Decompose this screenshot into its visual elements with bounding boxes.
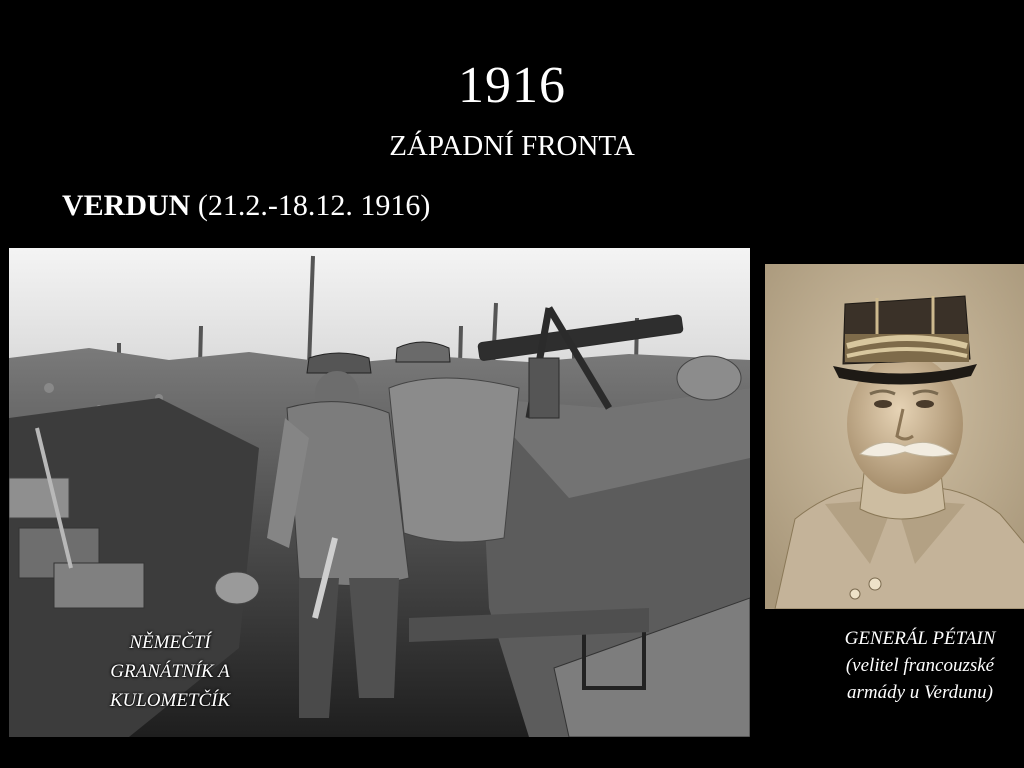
slide-subtitle: ZÁPADNÍ FRONTA [389, 130, 635, 162]
heading-dates: (21.2.-18.12. 1916) [197, 189, 431, 222]
section-heading [62, 186, 430, 226]
portrait-caption-name: GENERÁL PÉTAIN [844, 628, 996, 649]
portrait-photo [765, 264, 1024, 609]
trench-caption-line: KULOMETČÍK [109, 690, 231, 711]
heading-place: VERDUN [62, 189, 191, 222]
slide-year-title: 1916 [458, 57, 566, 114]
portrait-caption-role: (velitel francouzské [845, 655, 995, 676]
trench-caption-line: GRANÁTNÍK A [110, 661, 230, 682]
portrait-caption-place: armády u Verdunu) [847, 682, 993, 703]
portrait-photo-illustration [765, 264, 1024, 609]
trench-photo-caption [68, 628, 272, 715]
trench-caption-line: NĚMEČTÍ [129, 632, 211, 653]
portrait-photo-caption [815, 625, 1024, 706]
